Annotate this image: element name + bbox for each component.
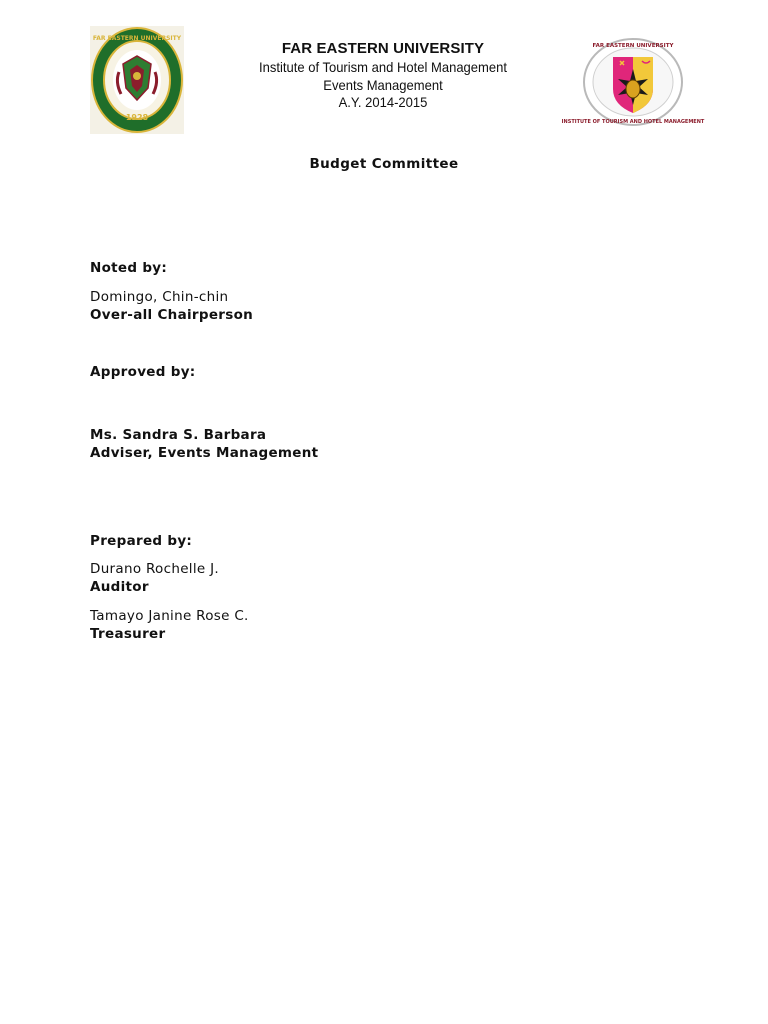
document-title: Budget Committee [309,156,459,172]
preparer-name: Tamayo Janine Rose C. [90,608,249,624]
approved-by-label: Approved by: [90,364,196,380]
preparer-role: Auditor [90,579,149,595]
noted-by-role: Over-all Chairperson [90,307,254,323]
letterhead [184,39,582,112]
academic-year: A.Y. 2014-2015 [338,94,428,110]
noted-by-name: Domingo, Chin-chin [90,289,229,305]
noted-by-label: Noted by: [90,260,168,276]
svg-text:FAR EASTERN UNIVERSITY: FAR EASTERN UNIVERSITY [592,43,674,49]
approved-by-role: Adviser, Events Management [90,445,319,461]
approved-by-name: Ms. Sandra S. Barbara [90,427,267,443]
prepared-by-label: Prepared by: [90,533,193,549]
university-name: FAR EASTERN UNIVERSITY [281,40,485,57]
department-name: Events Management [323,76,443,93]
svg-text:FAR EASTERN UNIVERSITY: FAR EASTERN UNIVERSITY [92,35,182,42]
institute-name: Institute of Tourism and Hotel Management [258,59,507,75]
preparer-role: Treasurer [90,626,166,642]
seal-year: 1928 [125,113,149,122]
feu-seal-logo [90,26,184,134]
svg-text:INSTITUTE OF TOURISM AND HOTEL: INSTITUTE OF TOURISM AND HOTEL MANAGEMENT [561,119,705,125]
preparer-name: Durano Rochelle J. [90,561,219,577]
ithm-seal-logo [561,37,705,127]
